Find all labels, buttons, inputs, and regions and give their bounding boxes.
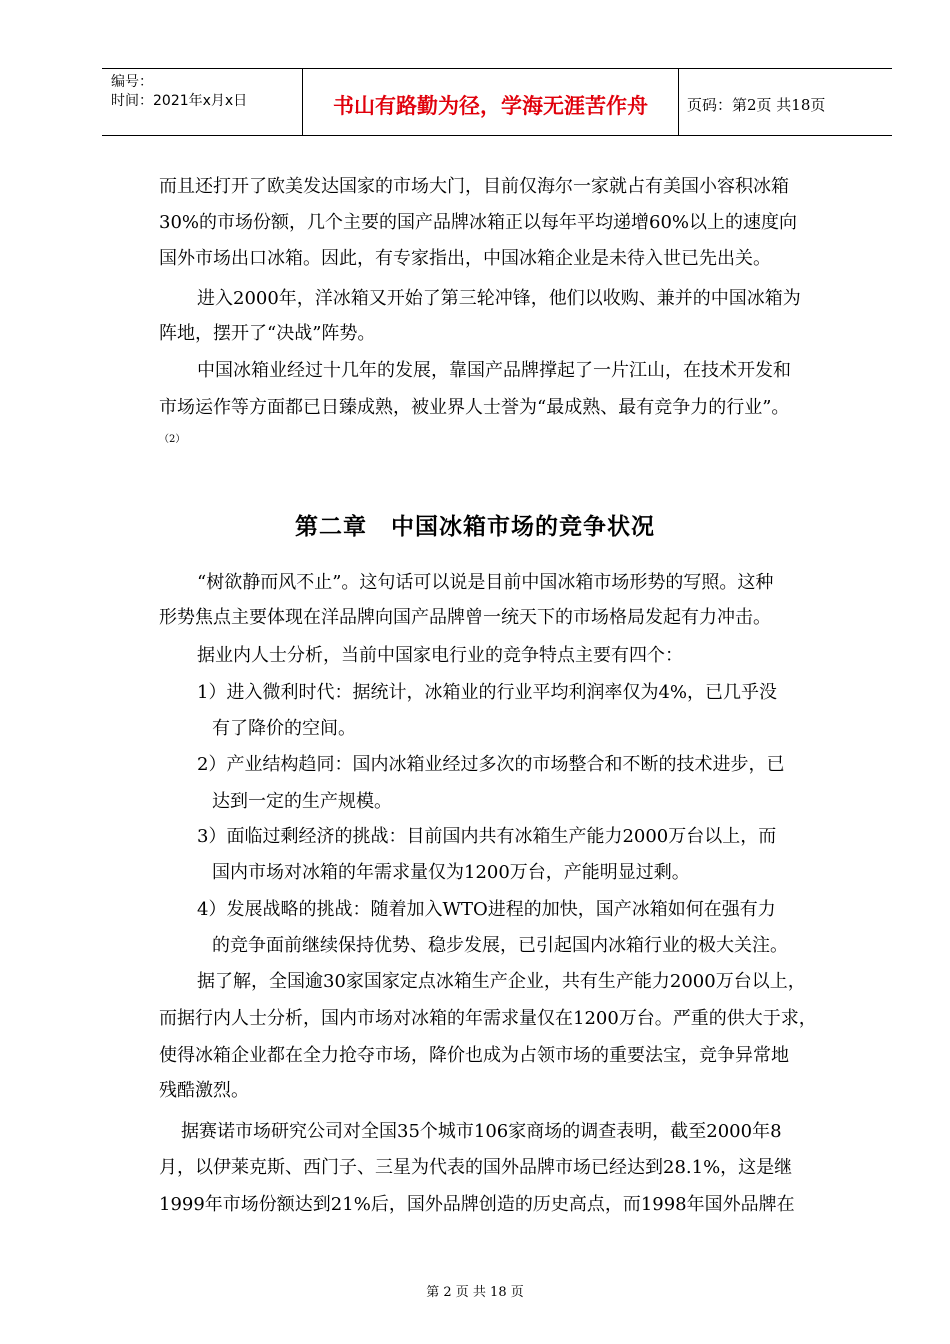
text-line: 月，以伊莱克斯、西门子、三星为代表的国外品牌市场已经达到28.1%，这是继 bbox=[159, 1157, 793, 1178]
text-line: 据了解，全国逾30家国家定点冰箱生产企业，共有生产能力2000万台以上， bbox=[197, 971, 806, 992]
text-line: 据业内人士分析，当前中国家电行业的竞争特点主要有四个： bbox=[197, 645, 683, 666]
text-line: 残酷激烈。 bbox=[159, 1080, 249, 1101]
text-line: 而据行内人士分析，国内市场对冰箱的年需求量仅在1200万台。严重的供大于求， bbox=[159, 1008, 817, 1029]
chapter-title: 第二章 中国冰箱市场的竞争状况 bbox=[295, 514, 655, 540]
text-line: 使得冰箱企业都在全力抢夺市场，降价也成为占领市场的重要法宝，竞争异常地 bbox=[159, 1045, 789, 1066]
text-line: 国外市场出口冰箱。因此，有专家指出，中国冰箱企业是未待入世已先出关。 bbox=[159, 248, 771, 269]
list-item: 1）进入微利时代：据统计，冰箱业的行业平均利润率仅为4%，已几乎没 bbox=[197, 682, 778, 703]
page-footer: 第 2 页 共 18 页 bbox=[426, 1285, 524, 1300]
text-line: 中国冰箱业经过十几年的发展，靠国产品牌撑起了一片江山，在技术开发和 bbox=[197, 360, 791, 381]
list-item-continuation: 达到一定的生产规模。 bbox=[212, 791, 392, 812]
header-meta bbox=[102, 69, 303, 135]
text-line: 30%的市场份额，几个主要的国产品牌冰箱正以每年平均递增60%以上的速度向 bbox=[159, 212, 798, 233]
text-line: “树欲静而风不止”。这句话可以说是目前中国冰箱市场形势的写照。这种 bbox=[197, 572, 774, 593]
footnote-reference: （2） bbox=[159, 434, 186, 445]
list-item-continuation: 国内市场对冰箱的年需求量仅为1200万台，产能明显过剩。 bbox=[212, 862, 690, 883]
list-item: 2）产业结构趋同：国内冰箱业经过多次的市场整合和不断的技术进步，已 bbox=[197, 754, 785, 775]
text-line: 而且还打开了欧美发达国家的市场大门，目前仅海尔一家就占有美国小容积冰箱 bbox=[159, 176, 789, 197]
text-line: 阵地，摆开了“决战”阵势。 bbox=[159, 323, 376, 344]
text-line: 形势焦点主要体现在洋品牌向国产品牌曾一统天下的市场格局发起有力冲击。 bbox=[159, 607, 771, 628]
page-header bbox=[102, 68, 892, 136]
header-number-label: 编号： bbox=[111, 74, 153, 90]
list-item-continuation: 的竞争面前继续保持优势、稳步发展，已引起国内冰箱行业的极大关注。 bbox=[212, 935, 788, 956]
list-item: 3）面临过剩经济的挑战：目前国内共有冰箱生产能力2000万台以上，而 bbox=[197, 826, 777, 847]
header-page-label: 页码：第2页 共18页 bbox=[687, 95, 826, 114]
text-line: 1999年市场份额达到21%后，国外品牌创造的历史高点，而1998年国外品牌在 bbox=[159, 1194, 795, 1215]
header-time-label: 时间：2021年x月x日 bbox=[111, 93, 248, 109]
list-item-continuation: 有了降价的空间。 bbox=[212, 718, 356, 739]
text-line: 据赛诺市场研究公司对全国35个城市106家商场的调查表明，截至2000年8 bbox=[181, 1121, 782, 1142]
text-line: 市场运作等方面都已日臻成熟，被业界人士誉为“最成熟、最有竞争力的行业”。 bbox=[159, 397, 790, 418]
text-line: 进入2000年，洋冰箱又开始了第三轮冲锋，他们以收购、兼并的中国冰箱为 bbox=[197, 288, 801, 309]
header-motto: 书山有路勤为径，学海无涯苦作舟 bbox=[303, 69, 679, 135]
list-item: 4）发展战略的挑战：随着加入WTO进程的加快，国产冰箱如何在强有力 bbox=[197, 899, 776, 920]
